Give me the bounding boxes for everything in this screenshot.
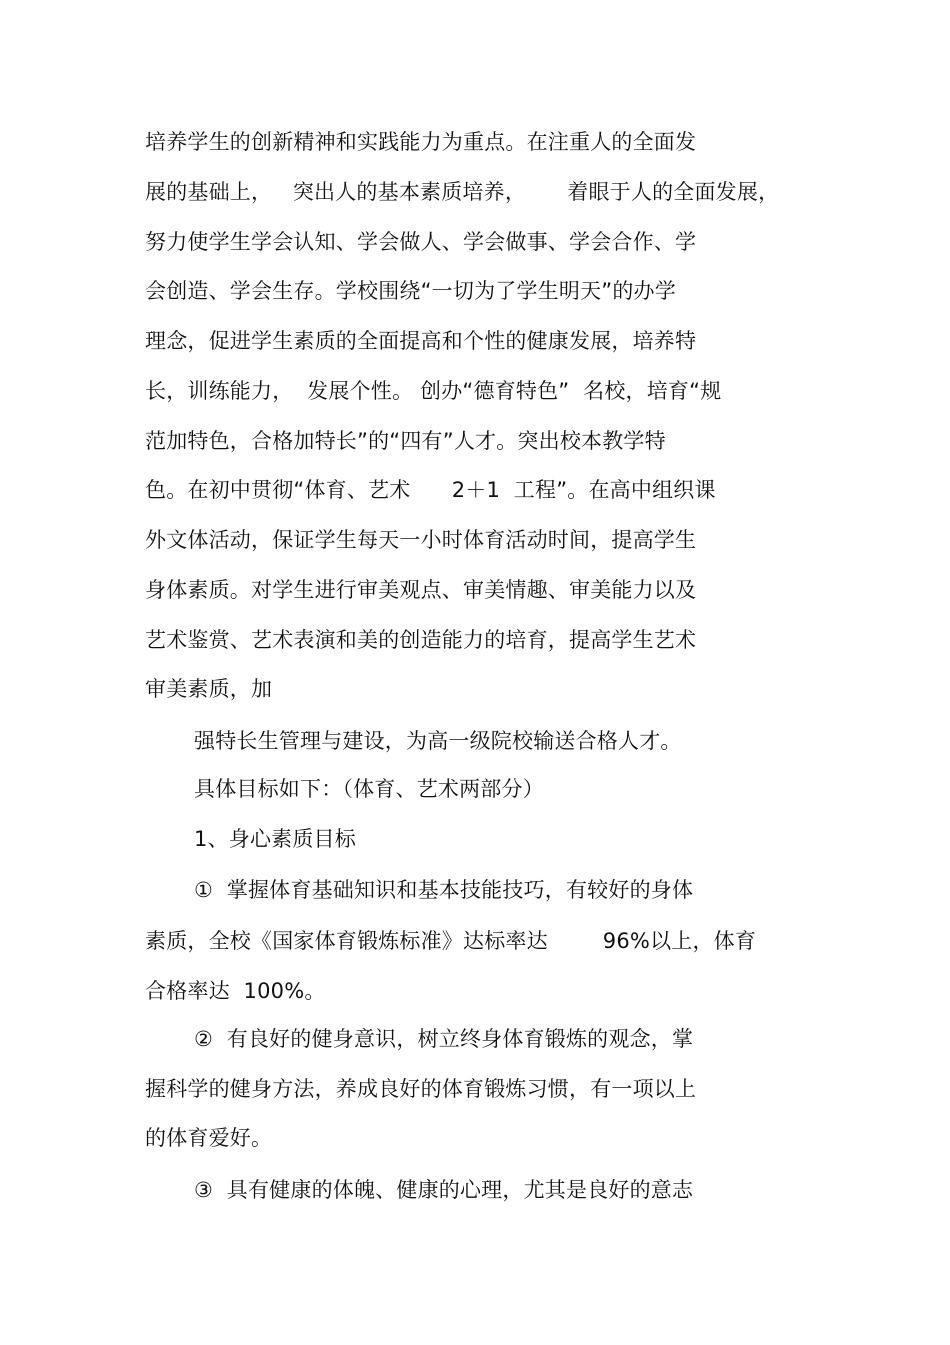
- section-heading: 1、身心素质目标: [194, 827, 356, 851]
- paragraph-line: 合格率达 100%。: [145, 979, 326, 1003]
- paragraph-line: 理念，促进学生素质的全面提高和个性的健康发展，培养特: [145, 329, 697, 353]
- paragraph-line: 努力使学生学会认知、学会做人、学会做事、学会合作、学: [145, 230, 697, 254]
- paragraph-line: 培养学生的创新精神和实践能力为重点。在注重人的全面发: [145, 130, 697, 154]
- paragraph-line: 外文体活动，保证学生每天一小时体育活动时间，提高学生: [145, 528, 697, 552]
- paragraph-line: 长，训练能力， 发展个性。 创办“德育特色” 名校，培育“规: [145, 379, 722, 403]
- paragraph-line: 展的基础上， 突出人的基本素质培养， 着眼于人的全面发展，: [145, 180, 780, 204]
- paragraph-line: 艺术鉴赏、艺术表演和美的创造能力的培育，提高学生艺术: [145, 628, 697, 652]
- paragraph-line: 具体目标如下：（体育、艺术两部分）: [194, 777, 544, 801]
- paragraph-line: 审美素质，加: [145, 677, 273, 701]
- list-item: ① 掌握体育基础知识和基本技能技巧，有较好的身体: [194, 878, 694, 902]
- paragraph-line: 会创造、学会生存。学校围绕“一切为了学生明天”的办学: [145, 279, 676, 303]
- list-item: ② 有良好的健身意识，树立终身体育锻炼的观念，掌: [194, 1027, 694, 1051]
- paragraph-line: 强特长生管理与建设，为高一级院校输送合格人才。: [194, 729, 682, 753]
- paragraph-line: 素质，全校《国家体育锻炼标准》达标率达 96%以上，体育: [145, 929, 757, 953]
- list-item: ③ 具有健康的体魄、健康的心理，尤其是良好的意志: [194, 1178, 694, 1202]
- paragraph-line: 握科学的健身方法，养成良好的体育锻炼习惯，有一项以上: [145, 1077, 697, 1101]
- paragraph-line: 色。在初中贯彻“体育、艺术 2＋1 工程”。在高中组织课: [145, 478, 716, 502]
- paragraph-line: 身体素质。对学生进行审美观点、审美情趣、审美能力以及: [145, 578, 697, 602]
- paragraph-line: 范加特色，合格加特长”的“四有”人才。突出校本教学特: [145, 429, 666, 453]
- paragraph-line: 的体育爱好。: [145, 1126, 273, 1150]
